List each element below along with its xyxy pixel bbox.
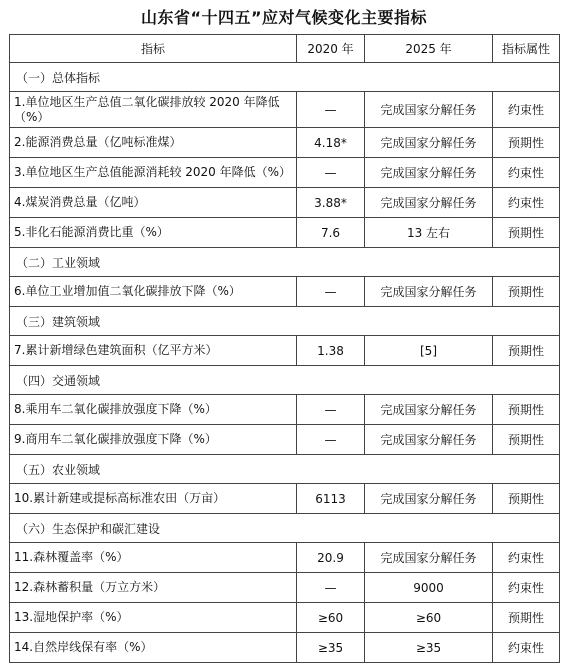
indicator-name: 2.能源消费总量（亿吨标准煤） xyxy=(10,128,297,158)
value-2025: 完成国家分解任务 xyxy=(365,128,493,158)
indicator-attribute: 预期性 xyxy=(493,277,560,307)
section-row xyxy=(10,248,560,277)
indicator-attribute: 约束性 xyxy=(493,543,560,573)
indicator-attribute: 约束性 xyxy=(493,573,560,603)
section-label: （二）工业领域 xyxy=(10,248,560,277)
value-2025: 完成国家分解任务 xyxy=(365,484,493,514)
value-2025: 9000 xyxy=(365,573,493,603)
table-row xyxy=(10,395,560,425)
table-row xyxy=(10,128,560,158)
table-row xyxy=(10,603,560,633)
value-2020: 7.6 xyxy=(297,218,365,248)
indicator-name: 6.单位工业增加值二氧化碳排放下降（%） xyxy=(10,277,297,307)
indicator-attribute: 预期性 xyxy=(493,218,560,248)
indicator-name: 3.单位地区生产总值能源消耗较 2020 年降低（%） xyxy=(10,158,297,188)
table-row xyxy=(10,633,560,663)
section-label: （六）生态保护和碳汇建设 xyxy=(10,514,560,543)
indicator-attribute: 约束性 xyxy=(493,188,560,218)
indicator-attribute: 预期性 xyxy=(493,395,560,425)
section-row xyxy=(10,455,560,484)
indicator-table xyxy=(9,34,560,663)
indicator-attribute: 预期性 xyxy=(493,603,560,633)
table-row xyxy=(10,336,560,366)
indicator-attribute: 预期性 xyxy=(493,484,560,514)
value-2025: 完成国家分解任务 xyxy=(365,543,493,573)
value-2025: [5] xyxy=(365,336,493,366)
indicator-name: 11.森林覆盖率（%） xyxy=(10,543,297,573)
header-indicator: 指标 xyxy=(10,35,297,63)
table-row xyxy=(10,92,560,128)
value-2025: 完成国家分解任务 xyxy=(365,92,493,128)
indicator-attribute: 预期性 xyxy=(493,336,560,366)
table-row xyxy=(10,543,560,573)
indicator-name: 8.乘用车二氧化碳排放强度下降（%） xyxy=(10,395,297,425)
table-row xyxy=(10,425,560,455)
section-row xyxy=(10,63,560,92)
header-2020: 2020 年 xyxy=(297,35,365,63)
value-2025: 13 左右 xyxy=(365,218,493,248)
indicator-name: 12.森林蓄积量（万立方米） xyxy=(10,573,297,603)
section-row xyxy=(10,366,560,395)
value-2020: 3.88* xyxy=(297,188,365,218)
value-2025: 完成国家分解任务 xyxy=(365,425,493,455)
value-2025: ≥35 xyxy=(365,633,493,663)
section-label: （五）农业领域 xyxy=(10,455,560,484)
section-label: （四）交通领域 xyxy=(10,366,560,395)
table-row xyxy=(10,218,560,248)
table-row xyxy=(10,484,560,514)
indicator-attribute: 预期性 xyxy=(493,128,560,158)
value-2025: ≥60 xyxy=(365,603,493,633)
value-2025: 完成国家分解任务 xyxy=(365,395,493,425)
section-row xyxy=(10,514,560,543)
value-2020: ≥35 xyxy=(297,633,365,663)
section-label: （三）建筑领域 xyxy=(10,307,560,336)
indicator-name: 9.商用车二氧化碳排放强度下降（%） xyxy=(10,425,297,455)
value-2020: 20.9 xyxy=(297,543,365,573)
value-2020: — xyxy=(297,395,365,425)
value-2025: 完成国家分解任务 xyxy=(365,188,493,218)
section-row xyxy=(10,307,560,336)
indicator-name: 1.单位地区生产总值二氧化碳排放较 2020 年降低（%） xyxy=(10,92,297,128)
table-row xyxy=(10,573,560,603)
indicator-attribute: 预期性 xyxy=(493,425,560,455)
value-2020: — xyxy=(297,277,365,307)
table-row xyxy=(10,158,560,188)
value-2020: — xyxy=(297,158,365,188)
table-row xyxy=(10,277,560,307)
header-attribute: 指标属性 xyxy=(493,35,560,63)
header-2025: 2025 年 xyxy=(365,35,493,63)
indicator-attribute: 约束性 xyxy=(493,158,560,188)
value-2020: 6113 xyxy=(297,484,365,514)
header-row xyxy=(10,35,560,63)
indicator-attribute: 约束性 xyxy=(493,633,560,663)
value-2020: — xyxy=(297,573,365,603)
section-label: （一）总体指标 xyxy=(10,63,560,92)
value-2025: 完成国家分解任务 xyxy=(365,277,493,307)
value-2020: — xyxy=(297,425,365,455)
table-title: 山东省“十四五”应对气候变化主要指标 xyxy=(140,8,428,27)
indicator-attribute: 约束性 xyxy=(493,92,560,128)
value-2020: ≥60 xyxy=(297,603,365,633)
value-2020: 1.38 xyxy=(297,336,365,366)
indicator-name: 13.湿地保护率（%） xyxy=(10,603,297,633)
indicator-name: 5.非化石能源消费比重（%） xyxy=(10,218,297,248)
table-row xyxy=(10,188,560,218)
indicator-name: 10.累计新建或提标高标准农田（万亩） xyxy=(10,484,297,514)
indicator-name: 7.累计新增绿色建筑面积（亿平方米） xyxy=(10,336,297,366)
value-2020: — xyxy=(297,92,365,128)
value-2025: 完成国家分解任务 xyxy=(365,158,493,188)
indicator-name: 14.自然岸线保有率（%） xyxy=(10,633,297,663)
indicator-name: 4.煤炭消费总量（亿吨） xyxy=(10,188,297,218)
value-2020: 4.18* xyxy=(297,128,365,158)
